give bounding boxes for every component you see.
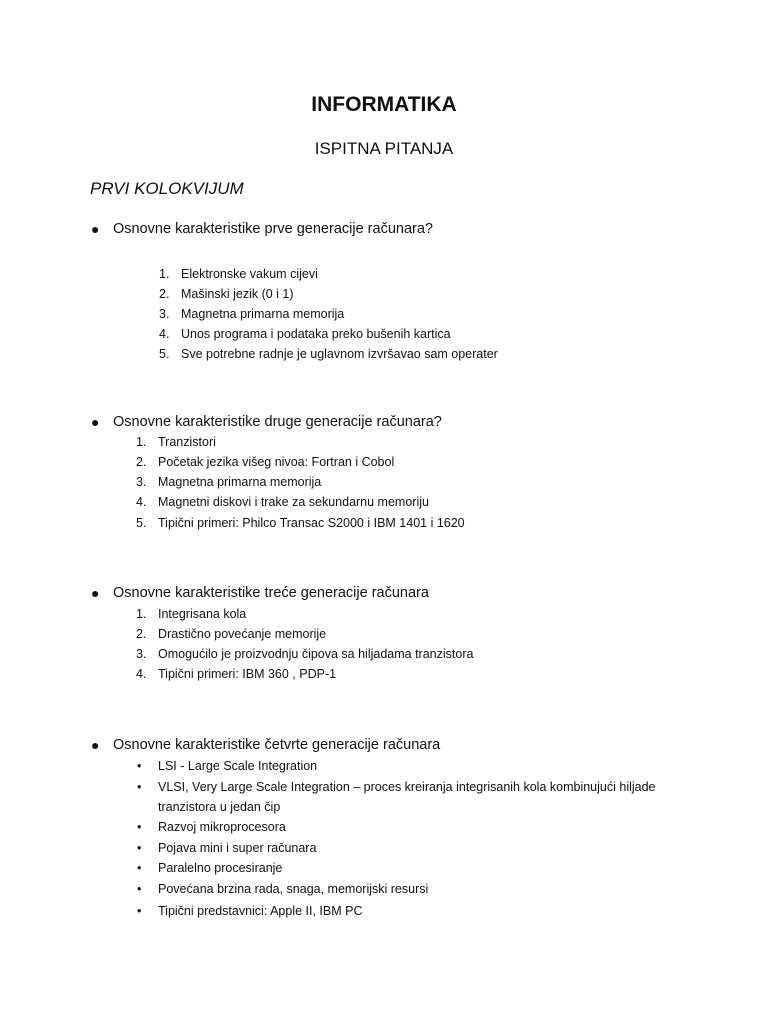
list-item-text: Razvoj mikroprocesora: [158, 820, 286, 834]
list-item: [137, 904, 363, 918]
list-item-text: Tipični primeri: IBM 360 , PDP-1: [158, 667, 337, 681]
question-text: Osnovne karakteristike četvrte generacije računara: [113, 737, 441, 753]
list-marker: 3.: [136, 475, 147, 489]
list-item-text: Magnetni diskovi i trake za sekundarnu memoriju: [158, 495, 429, 509]
list-item-text: Sve potrebne radnje je uglavnom izvršavao sam operater: [181, 347, 498, 361]
bullet-marker: •: [137, 841, 142, 855]
list-marker: 2.: [136, 627, 147, 641]
bullet-icon: ●: [91, 414, 100, 430]
list-item: [159, 307, 345, 321]
list-item: [136, 435, 216, 449]
question-text: Osnovne karakteristike treće generacije računara: [113, 585, 429, 601]
list-marker: 3.: [159, 307, 170, 321]
list-item-text: Drastično povećanje memorije: [158, 627, 327, 641]
list-item-text: tranzistora u jedan čip: [158, 800, 281, 814]
list-item-continuation: [158, 800, 280, 814]
bullet-marker: •: [137, 882, 142, 896]
bullet-marker: •: [137, 904, 142, 918]
list-item-text: Omogućilo je proizvodnju čipova sa hiljadama tranzistora: [158, 647, 474, 661]
question-1: [91, 221, 433, 237]
list-marker: 4.: [136, 667, 147, 681]
list-item: [159, 327, 451, 341]
bullet-marker: •: [137, 759, 142, 773]
list-item-text: LSI - Large Scale Integration: [158, 759, 318, 773]
list-item: [136, 475, 322, 489]
list-item: [137, 780, 656, 794]
list-marker: 4.: [136, 495, 147, 509]
list-marker: 5.: [159, 347, 170, 361]
list-item: [136, 495, 429, 509]
bullet-icon: ●: [91, 737, 100, 753]
document-subtitle: ISPITNA PITANJA: [314, 139, 454, 158]
list-item-text: Povećana brzina rada, snaga, memorijski resursi: [158, 882, 429, 896]
list-item: [159, 267, 318, 281]
bullet-icon: ●: [91, 221, 100, 237]
list-item-text: Magnetna primarna memorija: [158, 475, 322, 489]
list-item-text: Unos programa i podataka preko bušenih kartica: [181, 327, 451, 341]
list-item-text: Integrisana kola: [158, 607, 247, 621]
list-item: [136, 667, 337, 681]
list-marker: 1.: [159, 267, 170, 281]
list-item-text: Tipični predstavnici: Apple II, IBM PC: [158, 904, 363, 918]
list-item: [159, 287, 294, 301]
bullet-marker: •: [137, 820, 142, 834]
list-item-text: Magnetna primarna memorija: [181, 307, 345, 321]
section-heading: PRVI KOLOKVIJUM: [90, 179, 244, 198]
question-text: Osnovne karakteristike druge generacije računara?: [113, 414, 442, 430]
list-item: [137, 861, 283, 875]
list-item: [137, 759, 318, 773]
bullet-marker: •: [137, 780, 142, 794]
question-text: Osnovne karakteristike prve generacije računara?: [113, 221, 433, 237]
list-item: [137, 882, 429, 896]
list-marker: 1.: [136, 435, 147, 449]
list-item-text: Mašinski jezik (0 i 1): [181, 287, 294, 301]
list-item: [136, 516, 465, 530]
list-item: [136, 647, 474, 661]
document-title: INFORMATIKA: [311, 93, 457, 116]
list-item-text: Pojava mini i super računara: [158, 841, 317, 855]
list-item-text: Paralelno procesiranje: [158, 861, 283, 875]
question-3: [91, 585, 429, 601]
list-item: [159, 347, 498, 361]
list-item: [136, 607, 247, 621]
list-item: [137, 841, 317, 855]
list-marker: 1.: [136, 607, 147, 621]
question-2: [91, 414, 442, 430]
list-item-text: Tipični primeri: Philco Transac S2000 i IBM 1401 i 1620: [158, 516, 465, 530]
list-item: [136, 627, 327, 641]
list-item: [136, 455, 395, 469]
question-4: [91, 737, 441, 753]
list-marker: 3.: [136, 647, 147, 661]
bullet-icon: ●: [91, 585, 100, 601]
list-item-text: Tranzistori: [158, 435, 216, 449]
list-item: [137, 820, 286, 834]
list-marker: 2.: [136, 455, 147, 469]
list-marker: 5.: [136, 516, 147, 530]
bullet-marker: •: [137, 861, 142, 875]
list-item-text: Početak jezika višeg nivoa: Fortran i Cobol: [158, 455, 395, 469]
list-item-text: VLSI, Very Large Scale Integration – proces kreiranja integrisanih kola kombinujući hiljade: [158, 780, 656, 794]
list-marker: 4.: [159, 327, 170, 341]
list-marker: 2.: [159, 287, 170, 301]
list-item-text: Elektronske vakum cijevi: [181, 267, 318, 281]
